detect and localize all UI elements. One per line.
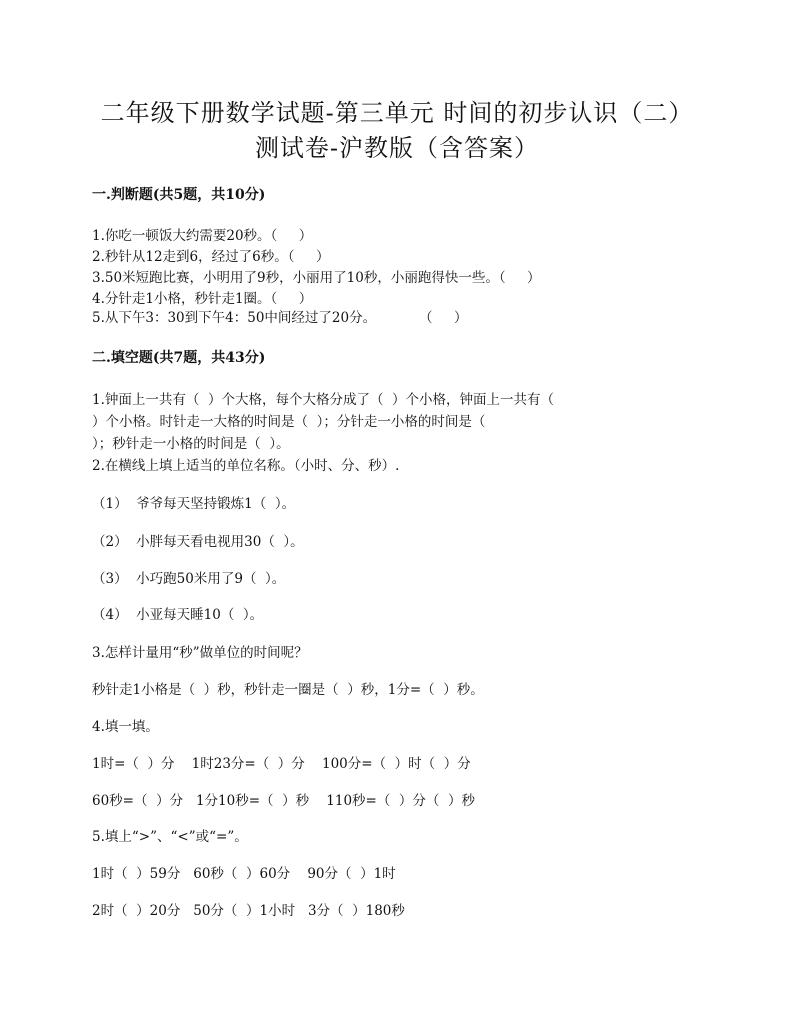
title-line-2: 测试卷-沪教版（含答案） [254, 134, 540, 162]
fill-q2-item-2: （2） 小胖每天看电视用30（ ）。 [92, 534, 304, 550]
judge-question-3: 3.50米短跑比赛，小明用了9秒，小丽用了10秒，小丽跑得快一些。（ ） [92, 270, 541, 286]
fill-q2-item-3: （3） 小巧跑50米用了9（ ）。 [92, 571, 286, 587]
fill-q4-line-1: 1时=（ ）分 1时23分=（ ）分 100分=（ ）时（ ）分 [92, 756, 471, 772]
judge-question-4: 4.分针走1小格，秒针走1圈。（ ） [92, 291, 313, 307]
fill-q1-line-1: 1.钟面上一共有（ ）个大格，每个大格分成了（ ）个小格，钟面上一共有（ [92, 392, 555, 408]
judge-question-5: 5.从下午3：30到下午4：50中间经过了20分。 （ ） [92, 310, 468, 326]
fill-q5-line-2: 2时（ ）20分 50分（ ）1小时 3分（ ）180秒 [92, 903, 405, 919]
fill-q5-prompt: 5.填上“>”、“<”或“=”。 [92, 829, 248, 845]
fill-q2-prompt: 2.在横线上填上适当的单位名称。（小时、分、秒）. [92, 458, 400, 474]
fill-q4-prompt: 4.填一填。 [92, 719, 159, 735]
fill-q2-item-1: （1） 爷爷每天坚持锻炼1（ ）。 [92, 496, 296, 512]
judge-question-2: 2.秒针从12走到6，经过了6秒。（ ） [92, 249, 330, 265]
fill-q4-line-2: 60秒=（ ）分 1分10秒=（ ）秒 110秒=（ ）分（ ）秒 [92, 793, 476, 809]
fill-q5-line-1: 1时（ ）59分 60秒（ ）60分 90分（ ）1时 [92, 866, 396, 882]
fill-q3-line: 秒针走1小格是（ ）秒，秒针走一圈是（ ）秒，1分=（ ）秒。 [92, 682, 484, 698]
fill-q3-prompt: 3.怎样计量用“秒”做单位的时间呢？ [92, 645, 308, 661]
judge-question-1: 1.你吃一顿饭大约需要20秒。（ ） [92, 228, 313, 244]
fill-q2-item-4: （4） 小亚每天睡10（ ）。 [92, 607, 264, 623]
section-2-heading: 二.填空题(共7题，共43分) [92, 350, 266, 366]
fill-q1-line-2: ）个小格。时针走一大格的时间是（ ）；分针走一小格的时间是（ [92, 414, 486, 430]
fill-q1-line-3: ）；秒针走一小格的时间是（ ）。 [92, 436, 290, 452]
title-line-1: 二年级下册数学试题-第三单元 时间的初步认识（二） [100, 99, 694, 127]
section-1-heading: 一.判断题(共5题，共10分) [92, 187, 266, 203]
